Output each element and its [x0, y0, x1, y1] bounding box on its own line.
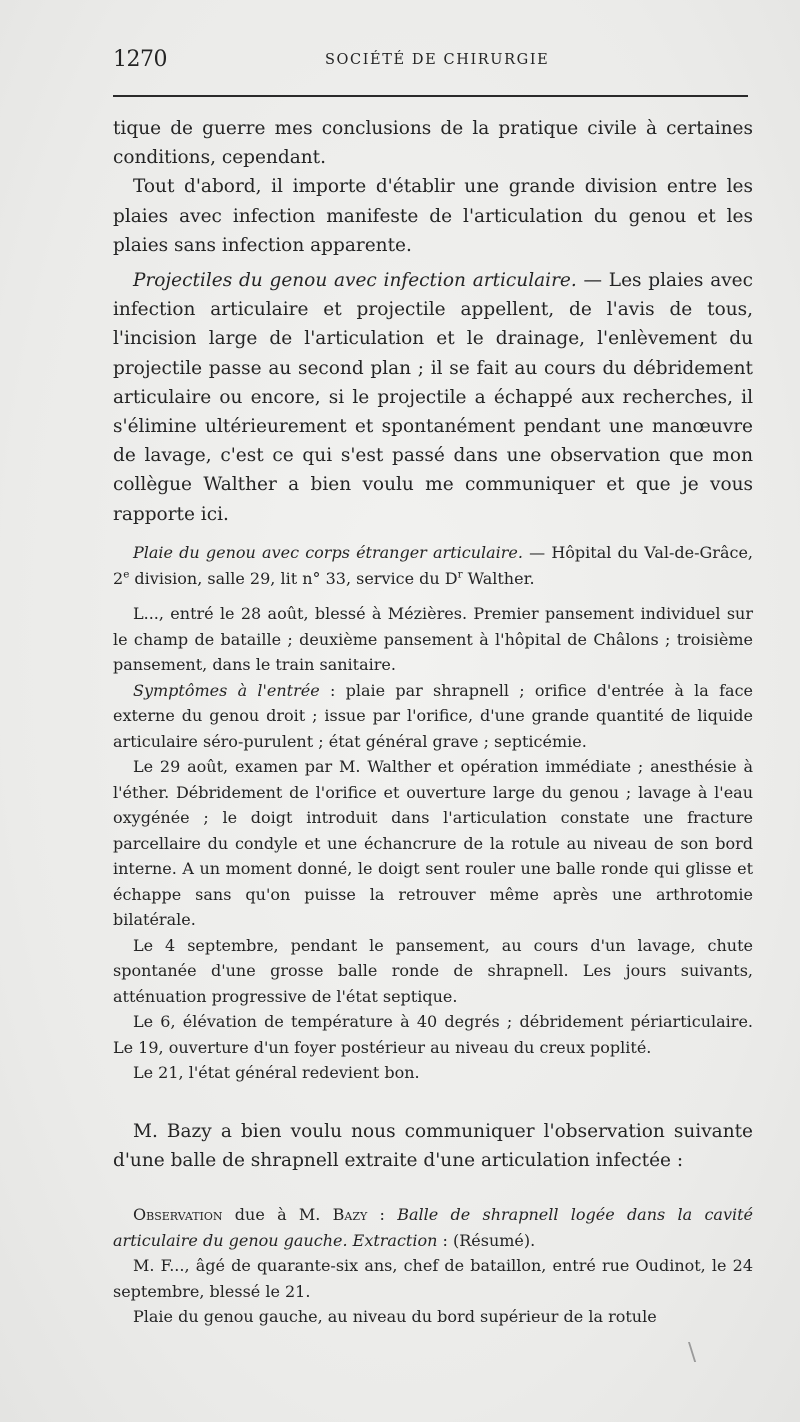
observation-label-mid: due à M. [222, 1205, 333, 1224]
observation-paragraph-entry: L..., entré le 28 août, blessé à Mézières. Premier pansement individuel sur le champ de bataille ; deuxième pansement à l'hôpital de Châlons ; troisième pansement, dans le train sanitaire. [113, 604, 753, 674]
observation-bazy-title-rest: : (Résumé). [437, 1230, 536, 1250]
observation-bazy [113, 1202, 753, 1330]
page-number: 1270 [113, 47, 167, 72]
subheading-projectiles: Projectiles du genou avec infection articulaire. [133, 270, 577, 292]
observation-title-rest-b: division, salle 29, lit n° 33, service du D [129, 568, 458, 588]
observation-bazy-title [113, 1202, 753, 1253]
paragraph-projectiles [113, 266, 753, 529]
observation-paragraph-operation: Le 29 août, examen par M. Walther et opération immédiate ; anesthésie à l'éther. Débridement de l'orifice et ouverture large du genou ; lavage à l'eau oxygénée ; le doigt introduit dans l'articulation constate une fracture parcellaire du condyle et une échancrure de la rotule au niveau de son bord interne. A un moment donné, le doigt sent rouler une balle ronde qui glisse et échappe sans qu'on puisse la retrouver même après une arthrotomie bilatérale. [113, 757, 753, 929]
observation-title-rest-c: Walther. [462, 568, 535, 588]
intro-section [113, 114, 753, 529]
paragraph-projectiles-body: — Les plaies avec infection articulaire et projectile appellent, de l'avis de tous, l'incision large de l'articulation et le drainage, l'enlèvement du projectile passe au second plan ; il se fait au cours du débridement articulaire ou encore, si le projectile a échappé aux recherches, il s'élimine ultérieurement et spontanément pendant une manœuvre de lavage, c'est ce qui s'est passé dans une observation que mon collègue Walther a bien voulu me communiquer et que je vous rapporte ici. [113, 270, 753, 525]
observation-bazy-paragraph-patient: M. F..., âgé de quarante-six ans, chef de bataillon, entré rue Oudinot, le 24 septembre, blessé le 21. [113, 1256, 753, 1301]
observation-paragraph-september-4: Le 4 septembre, pendant le pansement, au cours d'un lavage, chute spontanée d'une grosse balle ronde de shrapnell. Les jours suivants, atténuation progressive de l'état septique. [113, 935, 753, 1006]
observation-paragraph-symptoms [113, 678, 753, 755]
symptoms-label: Symptômes à l'entrée [133, 680, 320, 700]
margin-mark: \ [688, 1338, 697, 1366]
observation-label-colon: : [367, 1205, 398, 1224]
observation-walther [113, 540, 753, 1086]
observation-author: Bazy [332, 1205, 368, 1224]
superscript-r: r [457, 568, 463, 581]
observation-title-rest-a: — Hôpital du Val-de-Grâce, 2 [113, 543, 754, 588]
superscript-e: e [123, 568, 130, 581]
paragraph-bazy: M. Bazy a bien voulu nous communiquer l'observation suivante d'une balle de shrapnell extraite d'une articulation infectée : [113, 1121, 753, 1172]
observation-paragraph-21: Le 21, l'état général redevient bon. [133, 1063, 420, 1082]
observation-bazy-paragraph-wound: Plaie du genou gauche, au niveau du bord supérieur de la rotule [133, 1307, 657, 1326]
observation-bazy-title-italic: Balle de shrapnell logée dans la cavité articulaire du genou gauche. Extraction [113, 1205, 753, 1250]
paragraph-division: Tout d'abord, il importe d'établir une grande division entre les plaies avec infection manifeste de l'articulation du genou et les plaies sans infection apparente. [113, 176, 753, 256]
running-title: SOCIÉTÉ DE CHIRURGIE [325, 52, 550, 68]
observation-title [113, 540, 753, 591]
observation-label: Observation [133, 1205, 223, 1224]
paragraph-continuation: tique de guerre mes conclusions de la pratique civile à certaines conditions, cependant. [113, 118, 753, 169]
bazy-section [113, 1117, 753, 1175]
symptoms-text: : plaie par shrapnell ; orifice d'entrée à la face externe du genou droit ; issue par l'orifice, d'une grande quantité de liquide articulaire séro-purulent ; état général grave ; septicémie. [113, 680, 753, 751]
header-rule [113, 95, 748, 97]
observation-title-italic: Plaie du genou avec corps étranger articulaire. [133, 543, 523, 562]
observation-paragraph-6: Le 6, élévation de température à 40 degrés ; débridement périarticulaire. Le 19, ouverture d'un foyer postérieur au niveau du creux poplité. [113, 1012, 753, 1057]
